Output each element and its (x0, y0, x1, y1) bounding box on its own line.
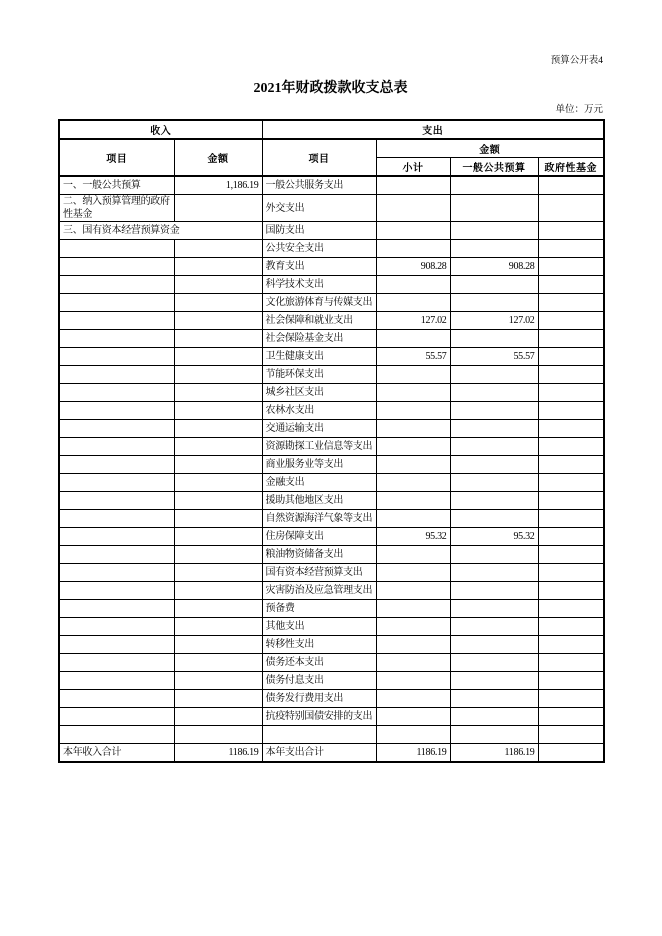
subtotal-cell (376, 726, 450, 744)
table-row (59, 330, 604, 348)
table-row (59, 438, 604, 456)
gov-fund-cell (538, 474, 604, 492)
expense-amount-header: 金额 (376, 139, 604, 158)
income-amount-cell (174, 330, 262, 348)
expense-item-cell: 资源勘探工业信息等支出 (262, 438, 376, 456)
table-row (59, 195, 604, 222)
income-item-cell: 本年收入合计 (59, 744, 174, 763)
income-item-cell (59, 546, 174, 564)
expense-item-cell: 转移性支出 (262, 636, 376, 654)
subtotal-cell (376, 222, 450, 240)
table-row (59, 636, 604, 654)
general-budget-cell (450, 726, 538, 744)
table-body (59, 176, 604, 762)
gov-fund-cell (538, 176, 604, 195)
section-header-row (59, 120, 604, 139)
subtotal-cell: 55.57 (376, 348, 450, 366)
income-amount-cell (174, 492, 262, 510)
income-amount-cell (174, 402, 262, 420)
subtotal-cell (376, 618, 450, 636)
income-item-cell (59, 420, 174, 438)
income-amount-cell (174, 546, 262, 564)
budget-table (58, 119, 605, 763)
expense-item-cell: 社会保障和就业支出 (262, 312, 376, 330)
general-budget-cell: 127.02 (450, 312, 538, 330)
table-row (59, 258, 604, 276)
subtotal-cell: 95.32 (376, 528, 450, 546)
subtotal-cell (376, 582, 450, 600)
subtotal-cell (376, 474, 450, 492)
general-budget-cell (450, 636, 538, 654)
expense-item-cell: 债务付息支出 (262, 672, 376, 690)
expense-item-cell: 债务还本支出 (262, 654, 376, 672)
income-amount-cell (174, 348, 262, 366)
table-row (59, 618, 604, 636)
income-amount-cell: 1,186.19 (174, 176, 262, 195)
general-budget-cell (450, 510, 538, 528)
income-item-cell (59, 564, 174, 582)
gov-fund-cell (538, 195, 604, 222)
income-item-cell (59, 456, 174, 474)
income-item-cell (59, 726, 174, 744)
general-budget-cell: 95.32 (450, 528, 538, 546)
general-budget-cell (450, 492, 538, 510)
gov-fund-cell (538, 690, 604, 708)
table-row (59, 726, 604, 744)
general-budget-cell (450, 402, 538, 420)
subtotal-cell (376, 600, 450, 618)
income-amount-cell (174, 258, 262, 276)
table-row (59, 456, 604, 474)
gov-fund-cell (538, 726, 604, 744)
income-amount-cell (174, 564, 262, 582)
expense-item-cell: 本年支出合计 (262, 744, 376, 763)
subtotal-cell (376, 402, 450, 420)
gov-fund-cell (538, 672, 604, 690)
income-amount-cell (174, 690, 262, 708)
gov-fund-cell (538, 312, 604, 330)
income-section-header: 收入 (59, 120, 262, 139)
expense-item-header: 项目 (262, 139, 376, 176)
subtotal-cell (376, 240, 450, 258)
general-budget-cell (450, 420, 538, 438)
expense-item-cell: 文化旅游体育与传媒支出 (262, 294, 376, 312)
income-amount-cell (174, 618, 262, 636)
table-row (59, 744, 604, 763)
expense-item-cell: 商业服务业等支出 (262, 456, 376, 474)
gov-fund-cell (538, 582, 604, 600)
general-budget-cell (450, 384, 538, 402)
general-budget-cell (450, 582, 538, 600)
income-item-cell (59, 600, 174, 618)
gov-fund-cell (538, 402, 604, 420)
income-item-cell (59, 618, 174, 636)
table-row (59, 510, 604, 528)
table-row (59, 276, 604, 294)
expense-item-cell: 国防支出 (262, 222, 376, 240)
table-row (59, 690, 604, 708)
gov-fund-header: 政府性基金 (538, 158, 604, 177)
table-row (59, 708, 604, 726)
expense-item-cell: 农林水支出 (262, 402, 376, 420)
income-amount-cell (174, 312, 262, 330)
subtotal-cell (376, 384, 450, 402)
subtotal-header: 小计 (376, 158, 450, 177)
expense-item-cell (262, 726, 376, 744)
general-budget-cell (450, 690, 538, 708)
expense-item-cell: 公共安全支出 (262, 240, 376, 258)
gov-fund-cell (538, 276, 604, 294)
income-amount-cell (174, 195, 262, 222)
income-item-cell (59, 294, 174, 312)
subtotal-cell (376, 636, 450, 654)
gov-fund-cell (538, 744, 604, 763)
gov-fund-cell (538, 600, 604, 618)
income-item-cell (59, 402, 174, 420)
table-row (59, 654, 604, 672)
income-amount-header: 金额 (174, 139, 262, 176)
income-amount-cell: 1186.19 (174, 744, 262, 763)
expense-item-cell: 科学技术支出 (262, 276, 376, 294)
income-item-cell (59, 240, 174, 258)
income-amount-cell (174, 672, 262, 690)
table-row (59, 582, 604, 600)
table-row (59, 366, 604, 384)
general-budget-cell (450, 222, 538, 240)
gov-fund-cell (538, 618, 604, 636)
expense-item-cell: 援助其他地区支出 (262, 492, 376, 510)
subtotal-cell (376, 366, 450, 384)
general-budget-cell: 1186.19 (450, 744, 538, 763)
subtotal-cell: 908.28 (376, 258, 450, 276)
income-amount-cell (174, 636, 262, 654)
gov-fund-cell (538, 420, 604, 438)
table-header (59, 120, 604, 176)
subtotal-cell (376, 276, 450, 294)
income-amount-cell (174, 420, 262, 438)
general-budget-cell (450, 366, 538, 384)
subtotal-cell (376, 420, 450, 438)
general-budget-cell (450, 456, 538, 474)
general-budget-cell (450, 195, 538, 222)
income-amount-cell (174, 474, 262, 492)
gov-fund-cell (538, 294, 604, 312)
income-amount-cell (174, 528, 262, 546)
expense-item-cell: 交通运输支出 (262, 420, 376, 438)
income-item-cell (59, 366, 174, 384)
table-row (59, 546, 604, 564)
table-row (59, 600, 604, 618)
income-amount-cell (174, 708, 262, 726)
expense-item-cell: 社会保险基金支出 (262, 330, 376, 348)
expense-item-cell: 外交支出 (262, 195, 376, 222)
table-row (59, 240, 604, 258)
general-budget-cell (450, 618, 538, 636)
income-amount-cell (174, 654, 262, 672)
expense-item-cell: 自然资源海洋气象等支出 (262, 510, 376, 528)
income-amount-cell (174, 582, 262, 600)
income-amount-cell (174, 510, 262, 528)
table-row (59, 294, 604, 312)
gov-fund-cell (538, 492, 604, 510)
table-row (59, 402, 604, 420)
income-item-cell (59, 492, 174, 510)
income-item-cell (59, 276, 174, 294)
income-item-cell (59, 330, 174, 348)
expense-item-cell: 城乡社区支出 (262, 384, 376, 402)
general-budget-cell (450, 240, 538, 258)
subtotal-cell (376, 510, 450, 528)
income-item-cell: 一、一般公共预算 (59, 176, 174, 195)
gov-fund-cell (538, 528, 604, 546)
document-page (58, 0, 603, 763)
income-item-cell (59, 528, 174, 546)
gov-fund-cell (538, 384, 604, 402)
income-item-cell (59, 312, 174, 330)
income-item-cell (59, 258, 174, 276)
table-row (59, 564, 604, 582)
subtotal-cell (376, 690, 450, 708)
expense-item-cell: 金融支出 (262, 474, 376, 492)
income-item-cell (59, 690, 174, 708)
subtotal-cell: 1186.19 (376, 744, 450, 763)
gov-fund-cell (538, 330, 604, 348)
gov-fund-cell (538, 636, 604, 654)
income-amount-cell (174, 366, 262, 384)
income-item-cell: 二、纳入预算管理的政府性基金 (59, 195, 174, 222)
general-budget-cell (450, 294, 538, 312)
income-item-cell (59, 384, 174, 402)
income-amount-cell (174, 276, 262, 294)
income-amount-cell (174, 600, 262, 618)
table-row (59, 176, 604, 195)
gov-fund-cell (538, 258, 604, 276)
table-number-note: 预算公开表4 (550, 56, 603, 66)
expense-item-cell: 节能环保支出 (262, 366, 376, 384)
gov-fund-cell (538, 456, 604, 474)
unit-label: 单位：万元 (555, 105, 603, 115)
subtotal-cell: 127.02 (376, 312, 450, 330)
income-amount-cell (174, 294, 262, 312)
income-amount-cell (174, 726, 262, 744)
income-amount-cell (174, 240, 262, 258)
expense-item-cell: 其他支出 (262, 618, 376, 636)
income-amount-cell (174, 384, 262, 402)
general-budget-cell (450, 654, 538, 672)
subtotal-cell (376, 438, 450, 456)
gov-fund-cell (538, 222, 604, 240)
subtotal-cell (376, 708, 450, 726)
expense-item-cell: 一般公共服务支出 (262, 176, 376, 195)
general-budget-cell: 908.28 (450, 258, 538, 276)
table-row (59, 222, 604, 240)
table-row (59, 384, 604, 402)
expense-item-cell: 债务发行费用支出 (262, 690, 376, 708)
general-budget-cell (450, 600, 538, 618)
expense-section-header: 支出 (262, 120, 604, 139)
table-row (59, 312, 604, 330)
subtotal-cell (376, 564, 450, 582)
income-amount-cell (174, 456, 262, 474)
expense-item-cell: 灾害防治及应急管理支出 (262, 582, 376, 600)
income-amount-cell (174, 438, 262, 456)
gov-fund-cell (538, 366, 604, 384)
general-budget-cell (450, 276, 538, 294)
subtotal-cell (376, 294, 450, 312)
income-item-cell (59, 474, 174, 492)
expense-item-cell: 粮油物资储备支出 (262, 546, 376, 564)
income-item-header: 项目 (59, 139, 174, 176)
general-budget-cell (450, 564, 538, 582)
expense-item-cell: 预备费 (262, 600, 376, 618)
income-item-cell (59, 708, 174, 726)
general-budget-header: 一般公共预算 (450, 158, 538, 177)
general-budget-cell (450, 438, 538, 456)
expense-item-cell: 住房保障支出 (262, 528, 376, 546)
general-budget-cell (450, 176, 538, 195)
general-budget-cell (450, 672, 538, 690)
table-row (59, 420, 604, 438)
gov-fund-cell (538, 510, 604, 528)
table-row (59, 528, 604, 546)
income-item-cell (59, 348, 174, 366)
gov-fund-cell (538, 546, 604, 564)
general-budget-cell: 55.57 (450, 348, 538, 366)
table-row (59, 492, 604, 510)
gov-fund-cell (538, 708, 604, 726)
subtotal-cell (376, 176, 450, 195)
subtotal-cell (376, 546, 450, 564)
table-row (59, 348, 604, 366)
income-item-cell (59, 672, 174, 690)
expense-item-cell: 抗疫特别国债安排的支出 (262, 708, 376, 726)
general-budget-cell (450, 546, 538, 564)
subtotal-cell (376, 492, 450, 510)
gov-fund-cell (538, 564, 604, 582)
gov-fund-cell (538, 240, 604, 258)
gov-fund-cell (538, 348, 604, 366)
table-row (59, 672, 604, 690)
expense-item-cell: 卫生健康支出 (262, 348, 376, 366)
income-item-cell (59, 654, 174, 672)
gov-fund-cell (538, 438, 604, 456)
subtotal-cell (376, 654, 450, 672)
income-item-cell (59, 510, 174, 528)
subtotal-cell (376, 456, 450, 474)
table-row (59, 474, 604, 492)
subtotal-cell (376, 195, 450, 222)
expense-item-cell: 教育支出 (262, 258, 376, 276)
income-item-cell (59, 438, 174, 456)
subtotal-cell (376, 330, 450, 348)
income-item-cell (59, 636, 174, 654)
income-item-cell (59, 582, 174, 600)
column-header-row (59, 139, 604, 158)
general-budget-cell (450, 330, 538, 348)
income-item-cell: 三、国有资本经营预算资金 (59, 222, 262, 240)
page-title: 2021年财政拨款收支总表 (253, 81, 408, 96)
expense-item-cell: 国有资本经营预算支出 (262, 564, 376, 582)
subtotal-cell (376, 672, 450, 690)
gov-fund-cell (538, 654, 604, 672)
general-budget-cell (450, 708, 538, 726)
general-budget-cell (450, 474, 538, 492)
